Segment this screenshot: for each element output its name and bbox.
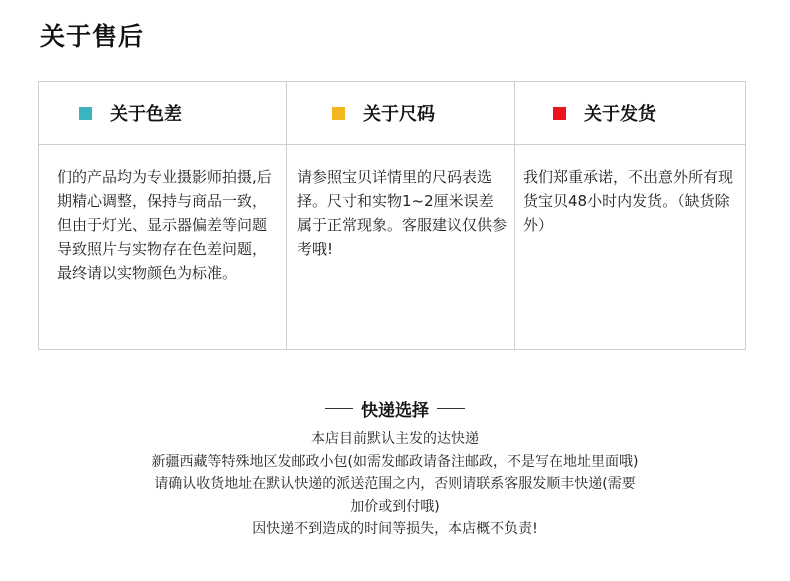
courier-line: 因快递不到造成的时间等损失，本店概不负责! — [252, 521, 538, 538]
red-square-icon — [553, 107, 566, 120]
color-difference-heading: 关于色差 — [110, 104, 182, 125]
shipping-time-header — [515, 82, 745, 145]
courier-heading — [0, 396, 790, 420]
size-header — [287, 82, 514, 145]
courier-line: 新疆西藏等特殊地区发邮政小包(如需发邮政请备注邮政，不是写在地址里面哦) — [151, 453, 639, 470]
page-title: 关于售后 — [40, 22, 145, 51]
color-difference-column — [39, 82, 287, 349]
yellow-square-icon — [332, 107, 345, 120]
teal-square-icon — [79, 107, 92, 120]
courier-line: 请确认收货地址在默认快递的派送范围之内，否则请联系客服发顺丰快递(需要 — [154, 476, 636, 493]
courier-line: 本店目前默认主发的达快递 — [311, 431, 479, 447]
heading-left-rule — [325, 408, 353, 409]
shipping-time-text: 我们郑重承诺，不出意外所有现货宝贝48小时内发货。（缺货除外） — [523, 168, 734, 234]
size-text: 请参照宝贝详情里的尺码表选择。尺寸和实物1~2厘米误差属于正常现象。客服建议仅供参考哦! — [297, 168, 508, 258]
color-difference-header — [39, 82, 286, 145]
courier-title: 快递选择 — [361, 400, 429, 421]
size-heading: 关于尺码 — [363, 104, 435, 125]
courier-line: 加价或到付哦) — [350, 498, 440, 515]
size-column — [287, 82, 515, 349]
heading-right-rule — [437, 408, 465, 409]
shipping-time-column — [515, 82, 745, 349]
after-sales-info-table — [38, 81, 746, 350]
color-difference-text: 们的产品均为专业摄影师拍摄,后期精心调整，保持与商品一致，但由于灯光、显示器偏差等问题导致照片与实物存在色差问题，最终请以实物颜色为标准。 — [57, 168, 272, 282]
courier-section — [0, 396, 790, 541]
shipping-time-heading: 关于发货 — [584, 104, 656, 125]
